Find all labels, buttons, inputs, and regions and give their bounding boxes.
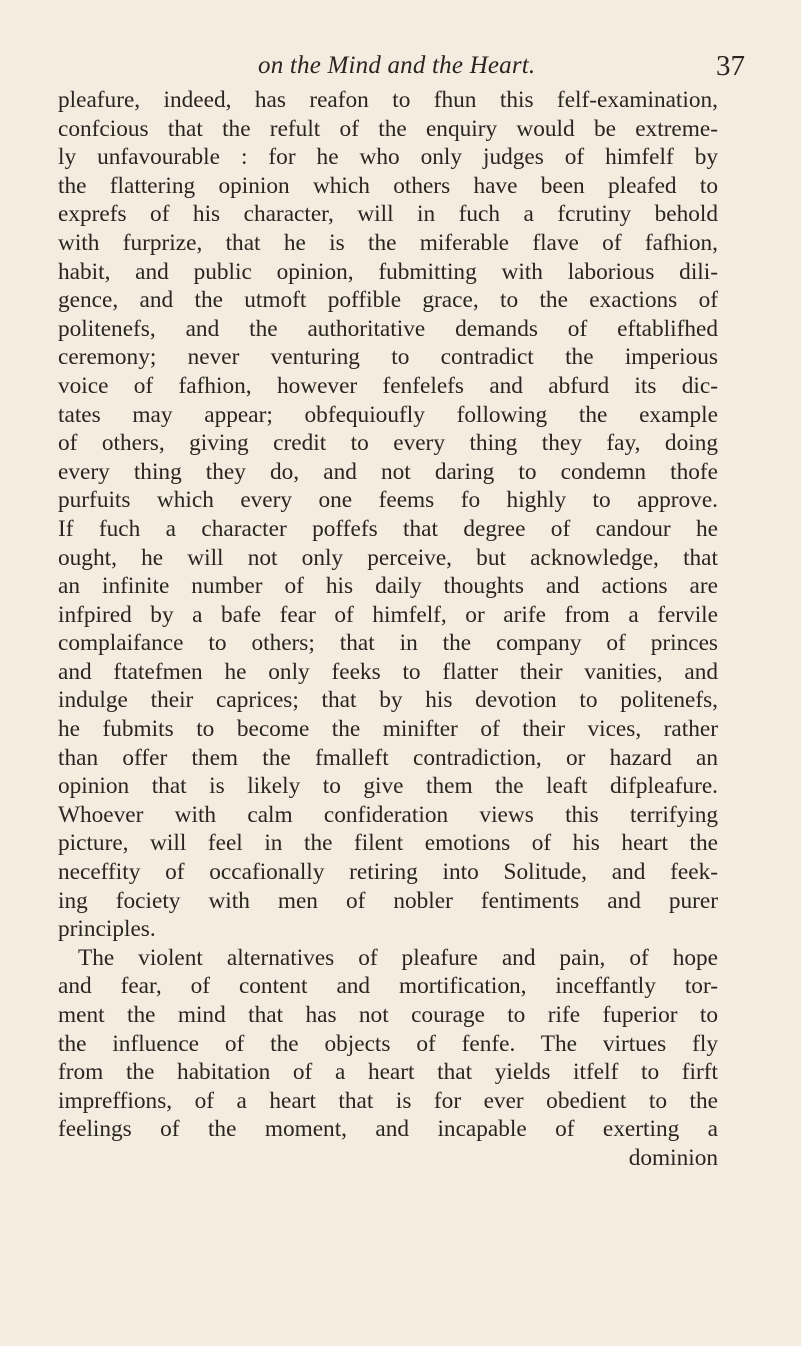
text-line: feelings of the moment, and incapable of exerting a (58, 1116, 718, 1143)
text-line: than offer them the fmalleft contradiction, or hazard an (58, 744, 718, 771)
text-line: confcious that the refult of the enquiry would be extreme- (58, 115, 718, 142)
text-line: and ftatefmen he only feeks to flatter their vanities, and (58, 658, 718, 685)
text-line: ceremony; never venturing to contradict the imperious (58, 344, 718, 371)
text-line: opinion that is likely to give them the leaft difpleafure. (58, 773, 718, 800)
running-title: on the Mind and the Heart. (258, 52, 536, 79)
text-line: habit, and public opinion, fubmitting with laborious dili- (58, 258, 718, 285)
text-line: the flattering opinion which others have been pleafed to (58, 172, 718, 199)
text-line: with furprize, that he is the miferable flave of fafhion, (58, 229, 718, 256)
text-line: impreffions, of a heart that is for ever obedient to the (58, 1087, 718, 1114)
text-line: exprefs of his character, will in fuch a fcrutiny behold (58, 201, 718, 228)
text-line: complaifance to others; that in the company of princes (58, 630, 718, 657)
text-line: the influence of the objects of fenfe. The virtues fly (58, 1030, 718, 1057)
text-line: purfuits which every one feems fo highly to approve. (58, 487, 718, 514)
text-line: an infinite number of his daily thoughts and actions are (58, 573, 718, 600)
catchword: dominion (628, 1144, 718, 1171)
text-line: gence, and the utmoft poffible grace, to the exactions of (58, 287, 718, 314)
text-line: every thing they do, and not daring to condemn thofe (58, 458, 718, 485)
text-line: of others, giving credit to every thing they fay, doing (58, 430, 718, 457)
text-line: voice of fafhion, however fenfelefs and abfurd its dic- (58, 372, 718, 399)
text-line: he fubmits to become the minifter of their vices, rather (58, 716, 718, 743)
text-line: ought, he will not only perceive, but acknowledge, that (58, 544, 718, 571)
text-line: indulge their caprices; that by his devotion to politenefs, (58, 687, 718, 714)
text-line: picture, will feel in the filent emotions of his heart the (58, 830, 718, 857)
text-line: ly unfavourable : for he who only judges of himfelf by (58, 144, 718, 171)
text-line: pleafure, indeed, has reafon to fhun this felf-examination, (58, 87, 718, 113)
text-line: politenefs, and the authoritative demands of eftablifhed (58, 315, 718, 342)
text-line: principles. (58, 916, 156, 943)
text-line: If fuch a character poffefs that degree of candour he (58, 515, 718, 542)
page-number: 37 (716, 50, 745, 82)
body-text (58, 86, 718, 1173)
text-line: ment the mind that has not courage to rife fuperior to (58, 1002, 718, 1028)
text-line: and fear, of content and mortification, inceffantly tor- (58, 973, 718, 1000)
text-line: ing fociety with men of nobler fentiments and purer (58, 887, 718, 914)
text-line: tates may appear; obfequioufly following the example (58, 401, 718, 428)
paragraph-first-line: The violent alternatives of pleafure and pain, of hope (78, 944, 718, 971)
text-line: Whoever with calm confideration views this terrifying (58, 801, 718, 828)
text-line: from the habitation of a heart that yields itfelf to firft (58, 1059, 718, 1086)
text-line: infpired by a bafe fear of himfelf, or arife from a fervile (58, 601, 718, 628)
text-line: neceffity of occafionally retiring into Solitude, and feek- (58, 859, 718, 886)
